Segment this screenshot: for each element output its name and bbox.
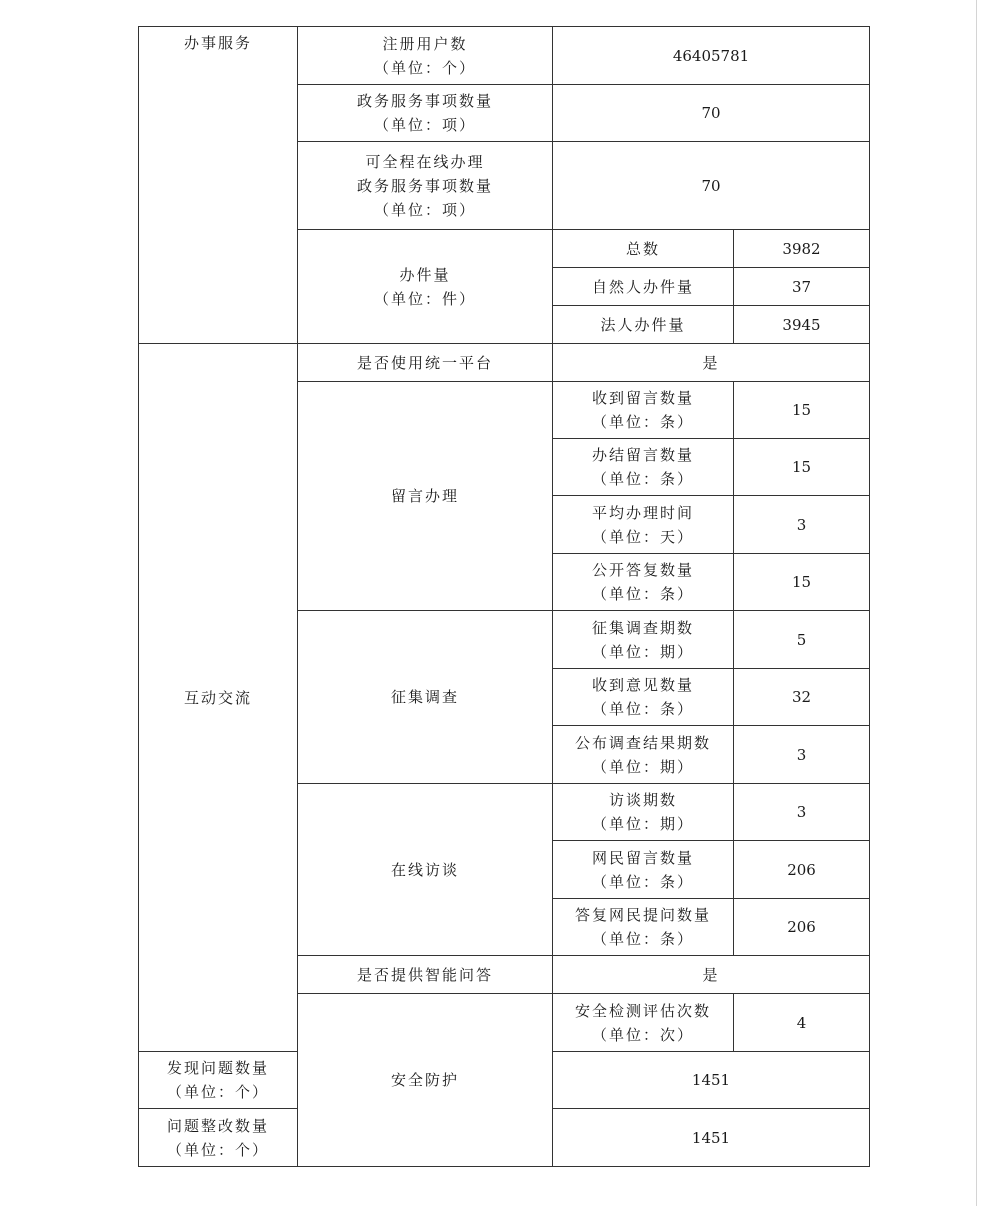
value-unified-platform: 是 — [553, 344, 870, 382]
value-legal-person: 3945 — [734, 306, 870, 344]
value-messages-closed: 15 — [734, 439, 870, 496]
sub-label-interview-periods: 访谈期数 （单位：期） — [553, 784, 734, 841]
sub-label-messages-closed: 办结留言数量 （单位：条） — [553, 439, 734, 496]
scrollbar-edge — [976, 0, 977, 1206]
row-label-security-checks: 安全检测评估次数 （单位：次） — [553, 994, 734, 1052]
website-statistics-table — [138, 26, 870, 1167]
value-online-service-items: 70 — [553, 142, 870, 230]
row-label-handling-volume: 办件量 （单位：件） — [298, 230, 553, 344]
row-label-issues-found: 发现问题数量 （单位：个） — [139, 1052, 298, 1109]
row-label-issues-fixed: 问题整改数量 （单位：个） — [139, 1109, 298, 1167]
row-label-smart-qa: 是否提供智能问答 — [298, 956, 553, 994]
row-label-service-items: 政务服务事项数量 （单位：项） — [298, 85, 553, 142]
value-registered-users: 46405781 — [553, 27, 870, 85]
sub-label-legal-person: 法人办件量 — [553, 306, 734, 344]
sub-label-avg-handling-time: 平均办理时间 （单位：天） — [553, 496, 734, 554]
value-survey-periods: 5 — [734, 611, 870, 669]
category-security: 安全防护 — [298, 994, 553, 1167]
row-label-unified-platform: 是否使用统一平台 — [298, 344, 553, 382]
sub-label-netizen-messages: 网民留言数量 （单位：条） — [553, 841, 734, 899]
sub-label-natural-person: 自然人办件量 — [553, 268, 734, 306]
category-affairs: 办事服务 — [139, 27, 298, 344]
row-label-registered-users: 注册用户数 （单位：个） — [298, 27, 553, 85]
value-issues-fixed: 1451 — [553, 1109, 870, 1167]
sub-label-survey-results-published: 公布调查结果期数 （单位：期） — [553, 726, 734, 784]
sub-label-messages-received: 收到留言数量 （单位：条） — [553, 382, 734, 439]
row-label-online-service-items: 可全程在线办理 政务服务事项数量 （单位：项） — [298, 142, 553, 230]
sub-label-survey-periods: 征集调查期数 （单位：期） — [553, 611, 734, 669]
sub-label-public-replies: 公开答复数量 （单位：条） — [553, 554, 734, 611]
value-messages-received: 15 — [734, 382, 870, 439]
value-service-items: 70 — [553, 85, 870, 142]
value-avg-handling-time: 3 — [734, 496, 870, 554]
value-total: 3982 — [734, 230, 870, 268]
value-security-checks: 4 — [734, 994, 870, 1052]
value-survey-results-published: 3 — [734, 726, 870, 784]
sub-label-netizen-replies: 答复网民提问数量 （单位：条） — [553, 899, 734, 956]
value-interview-periods: 3 — [734, 784, 870, 841]
value-natural-person: 37 — [734, 268, 870, 306]
sub-label-total: 总数 — [553, 230, 734, 268]
value-smart-qa: 是 — [553, 956, 870, 994]
value-issues-found: 1451 — [553, 1052, 870, 1109]
category-interaction: 互动交流 — [139, 344, 298, 1052]
row-label-message-handling: 留言办理 — [298, 382, 553, 611]
row-label-online-interview: 在线访谈 — [298, 784, 553, 956]
value-opinions-received: 32 — [734, 669, 870, 726]
row-label-survey: 征集调查 — [298, 611, 553, 784]
value-netizen-replies: 206 — [734, 899, 870, 956]
value-netizen-messages: 206 — [734, 841, 870, 899]
value-public-replies: 15 — [734, 554, 870, 611]
sub-label-opinions-received: 收到意见数量 （单位：条） — [553, 669, 734, 726]
